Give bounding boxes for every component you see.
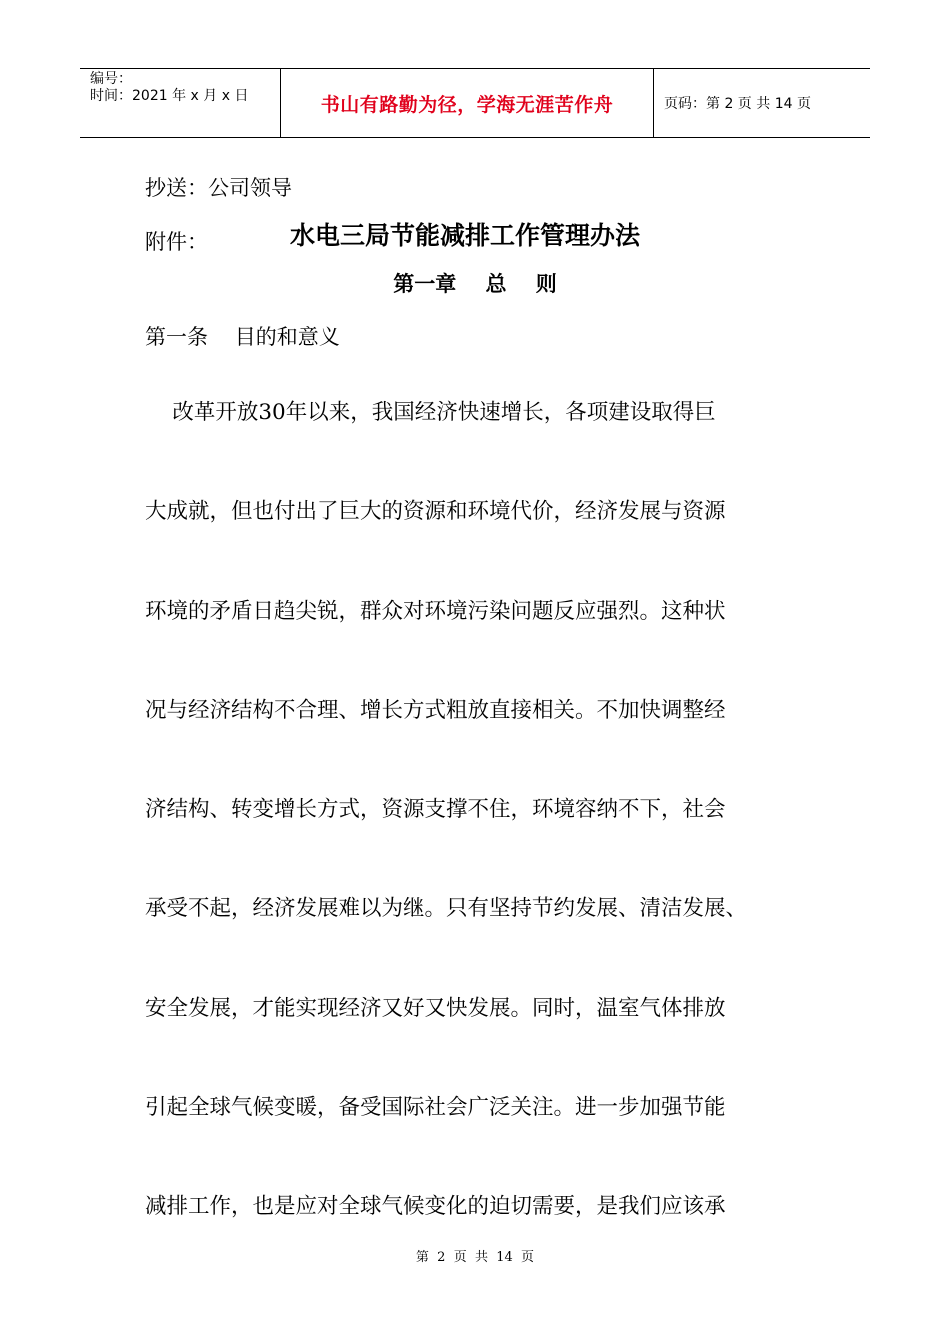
cc-line: 抄送：公司领导 (145, 176, 292, 200)
header-meta (80, 69, 281, 137)
chapter-heading: 第一章 总 则 (393, 272, 557, 296)
header-page-info: 页码：第 2 页 共 14 页 (664, 96, 811, 112)
paragraph-line: 减排工作，也是应对全球气候变化的迫切需要，是我们应该承 (145, 1194, 726, 1219)
paragraph-line: 况与经济结构不合理、增长方式粗放直接相关。不加快调整经 (145, 698, 726, 723)
paragraph-line: 改革开放30年以来，我国经济快速增长，各项建设取得巨 (145, 400, 716, 425)
document-title: 水电三局节能减排工作管理办法 (290, 221, 641, 250)
paragraph-line: 济结构、转变增长方式，资源支撑不住，环境容纳不下，社会 (145, 797, 726, 822)
header-motto: 书山有路勤为径，学海无涯苦作舟 (281, 69, 654, 137)
page-footer: 第 2 页 共 14 页 (415, 1250, 535, 1265)
page-header (80, 68, 870, 138)
paragraph-line: 环境的矛盾日趋尖锐，群众对环境污染问题反应强烈。这种状 (145, 599, 726, 624)
attachment-label: 附件： (145, 230, 208, 254)
paragraph-line: 大成就，但也付出了巨大的资源和环境代价，经济发展与资源 (145, 499, 726, 524)
paragraph-line: 引起全球气候变暖，备受国际社会广泛关注。进一步加强节能 (145, 1095, 726, 1120)
header-date: 时间：2021 年 x 月 x 日 (90, 88, 249, 104)
paragraph-line: 承受不起，经济发展难以为继。只有坚持节约发展、清洁发展、 (145, 896, 748, 921)
article-heading: 第一条 目的和意义 (145, 325, 340, 349)
header-number: 编号： (90, 71, 132, 87)
paragraph-line: 安全发展，才能实现经济又好又快发展。同时，温室气体排放 (145, 996, 726, 1021)
